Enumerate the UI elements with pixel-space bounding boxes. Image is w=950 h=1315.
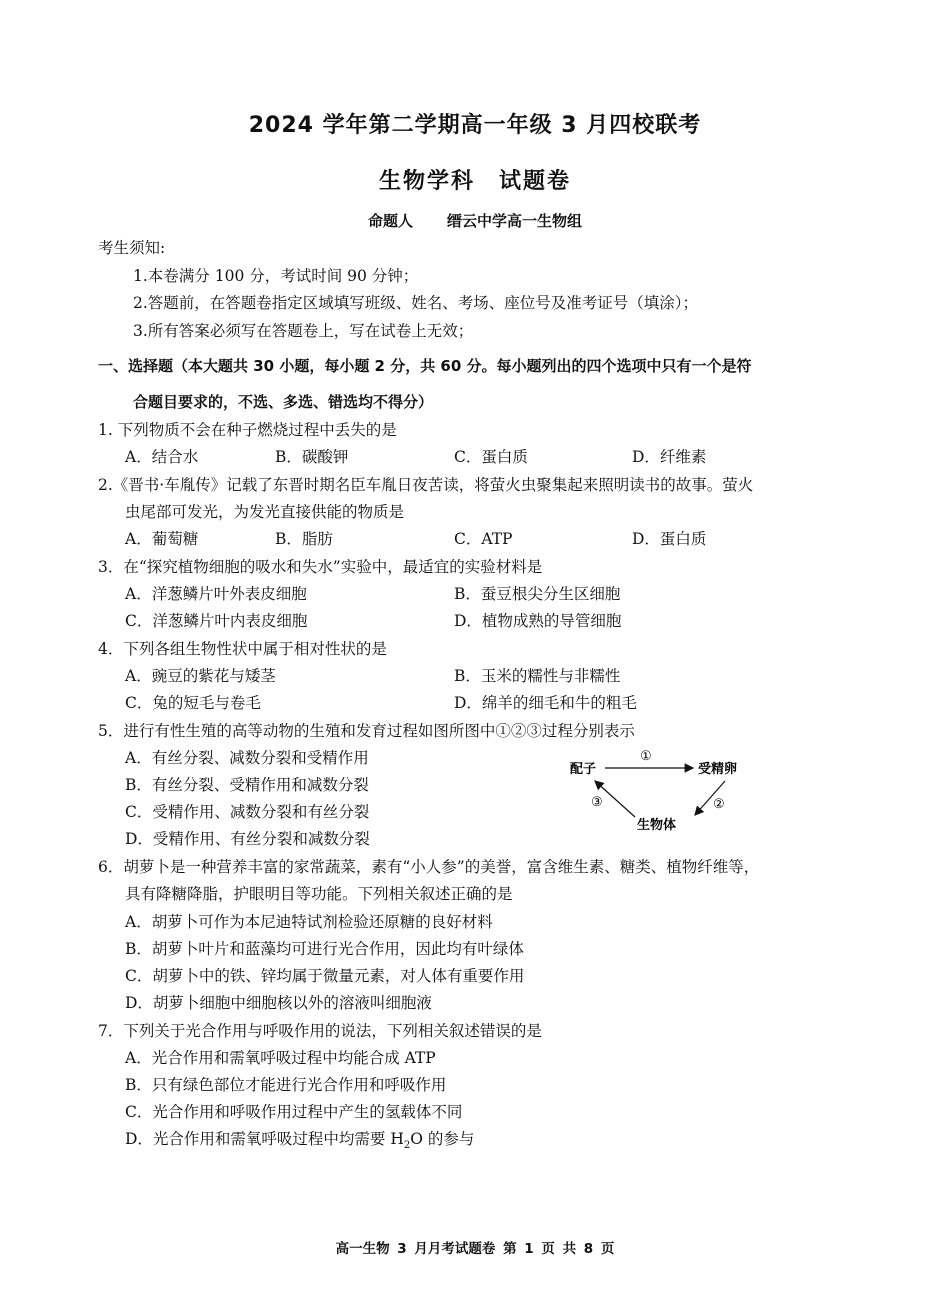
node-organism: 生物体 [637,818,677,833]
option-d-suffix: O 的参与 [410,1130,475,1148]
notice-item: 1.本卷满分 100 分，考试时间 90 分钟； [133,267,419,285]
question-6-option-c: C．胡萝卜中的铁、锌均属于微量元素，对人体有重要作用 [125,967,525,985]
question-5-stem: 5．进行有性生殖的高等动物的生殖和发育过程如图所图中①②③过程分别表示 [98,722,635,740]
question-7-option-a: A．光合作用和需氧呼吸过程中均能合成 ATP [125,1049,436,1067]
question-1-stem: 1. 下列物质不会在种子燃烧过程中丢失的是 [98,421,397,439]
question-6-stem-cont: 具有降糖降脂，护眼明目等功能。下列相关叙述正确的是 [125,885,513,903]
question-7-option-c: C．光合作用和呼吸作用过程中产生的氢载体不同 [125,1103,463,1121]
question-6-stem: 6．胡萝卜是一种营养丰富的家常蔬菜，素有“小人参”的美誉，富含维生素、糖类、植物纤维等， [98,858,760,876]
question-4-option-b: B．玉米的糯性与非糯性 [454,667,621,685]
question-1-option-a: A．结合水 [125,448,199,466]
notice-item: 3.所有答案必须写在答题卷上，写在试卷上无效； [133,322,474,340]
question-7-stem: 7．下列关于光合作用与呼吸作用的说法，下列相关叙述错误的是 [98,1022,542,1040]
subscript-2: 2 [403,1140,411,1152]
exam-title: 2024 学年第二学期高一年级 3 月四校联考 [248,113,702,138]
question-2-option-c: C．ATP [454,530,513,548]
question-3-option-a: A．洋葱鳞片叶外表皮细胞 [125,585,307,603]
author-line [0,210,950,231]
section-heading-cont: 合题目要求的，不选、多选、错选均不得分） [133,393,434,411]
notice-item: 2.答题前，在答题卷指定区域填写班级、姓名、考场、座位号及准考证号（填涂）； [133,294,699,312]
question-6-option-a: A．胡萝卜可作为本尼迪特试剂检验还原糖的良好材料 [125,913,493,931]
question-2-option-b: B．脂肪 [275,530,333,548]
question-6-option-d: D．胡萝卜细胞中细胞核以外的溶液叫细胞液 [125,994,432,1012]
question-4-option-d: D．绵羊的细毛和牛的粗毛 [454,694,637,712]
question-3-stem: 3．在“探究植物细胞的吸水和失水”实验中，最适宜的实验材料是 [98,558,543,576]
question-4-stem: 4．下列各组生物性状中属于相对性状的是 [98,640,387,658]
notice-heading: 考生须知: [98,239,166,257]
reproduction-cycle-diagram [565,745,755,840]
question-5-option-c: C．受精作用、减数分裂和有丝分裂 [125,803,370,821]
question-3-option-d: D．植物成熟的导管细胞 [454,612,622,630]
author-name: 缙云中学高一生物组 [447,212,583,230]
question-2-stem: 2.《晋书·车胤传》记载了东晋时期名臣车胤日夜苦读，将萤火虫聚集起来照明读书的故事。萤火 [98,476,754,494]
question-7-option-b: B．只有绿色部位才能进行光合作用和呼吸作用 [125,1076,447,1094]
question-5-option-b: B．有丝分裂、受精作用和减数分裂 [125,776,369,794]
node-zygote: 受精卵 [698,762,738,777]
label-3: ③ [591,795,603,810]
exam-subtitle: 生物学科 试题卷 [378,169,571,194]
question-2-option-a: A．葡萄糖 [125,530,199,548]
label-2: ② [713,797,725,812]
question-1-option-d: D．纤维素 [632,448,707,466]
question-1-option-b: B．碳酸钾 [275,448,349,466]
question-3-option-c: C．洋葱鳞片叶内表皮细胞 [125,612,308,630]
author-label: 命题人 [367,212,413,230]
label-1: ① [640,749,652,764]
question-6-option-b: B．胡萝卜叶片和蓝藻均可进行光合作用，因此均有叶绿体 [125,940,524,958]
question-4-option-a: A．豌豆的紫花与矮茎 [125,667,276,685]
question-3-option-b: B．蚕豆根尖分生区细胞 [454,585,621,603]
option-d-prefix: D．光合作用和需氧呼吸过程中均需要 H [125,1130,404,1148]
question-5-option-d: D．受精作用、有丝分裂和减数分裂 [125,830,370,848]
question-2-stem-cont: 虫尾部可发光，为发光直接供能的物质是 [125,503,405,521]
question-4-option-c: C．兔的短毛与卷毛 [125,694,261,712]
question-1-option-c: C．蛋白质 [454,448,528,466]
question-7-option-d [125,1129,474,1156]
node-gamete: 配子 [570,762,597,777]
question-2-option-d: D．蛋白质 [632,530,707,548]
question-5-option-a: A．有丝分裂、减数分裂和受精作用 [125,749,369,767]
page-footer: 高一生物 3 月月考试题卷 第 1 页 共 8 页 [335,1241,615,1257]
section-heading: 一、选择题（本大题共 30 小题，每小题 2 分，共 60 分。每小题列出的四个选项中只有一个是符 [98,357,752,375]
